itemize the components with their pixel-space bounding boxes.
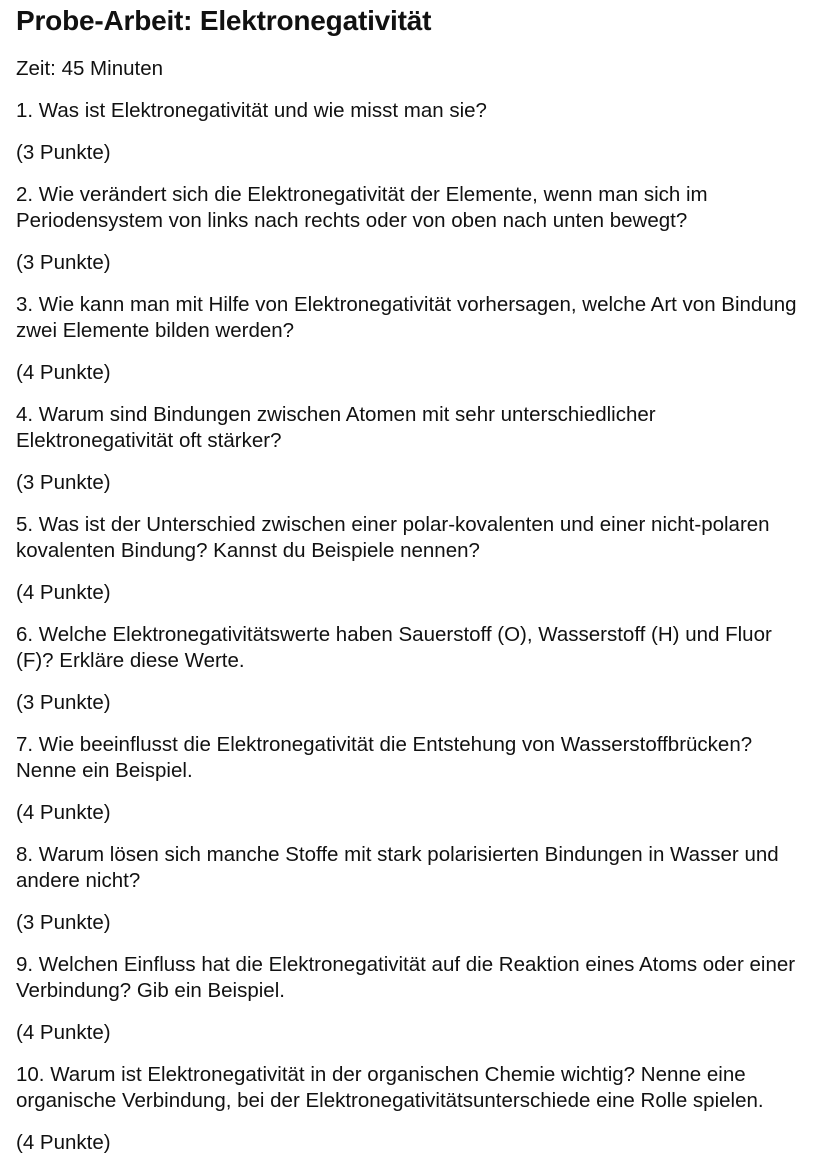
question-points: (4 Punkte) [16, 581, 111, 604]
question-7 [16, 732, 812, 826]
question-points: (3 Punkte) [16, 691, 111, 714]
question-text: 8. Warum lösen sich manche Stoffe mit stark polarisierten Bindungen in Wasser und andere nicht? [16, 843, 779, 892]
question-text: 6. Welche Elektronegativitätswerte haben Sauerstoff (O), Wasserstoff (H) und Fluor (F)? Erkläre diese Werte. [16, 623, 772, 672]
question-4 [16, 402, 812, 496]
question-9 [16, 952, 812, 1046]
question-5 [16, 512, 812, 606]
question-10 [16, 1062, 812, 1156]
question-list [16, 98, 812, 1156]
question-points: (3 Punkte) [16, 911, 111, 934]
question-points: (4 Punkte) [16, 801, 111, 824]
question-1 [16, 98, 812, 166]
question-text: 1. Was ist Elektronegativität und wie misst man sie? [16, 99, 487, 122]
page-title: Probe-Arbeit: Elektronegativität [16, 5, 432, 36]
question-points: (4 Punkte) [16, 1131, 111, 1154]
question-points: (3 Punkte) [16, 471, 111, 494]
question-points: (3 Punkte) [16, 251, 111, 274]
question-points: (4 Punkte) [16, 361, 111, 384]
question-8 [16, 842, 812, 936]
question-2 [16, 182, 812, 276]
question-text: 4. Warum sind Bindungen zwischen Atomen mit sehr unterschiedlicher Elektronegativität oft stärker? [16, 403, 656, 452]
question-6 [16, 622, 812, 716]
question-3 [16, 292, 812, 386]
question-text: 9. Welchen Einfluss hat die Elektronegativität auf die Reaktion eines Atoms oder einer Verbindung? Gib ein Beispiel. [16, 953, 796, 1002]
question-points: (3 Punkte) [16, 141, 111, 164]
question-points: (4 Punkte) [16, 1021, 111, 1044]
question-text: 5. Was ist der Unterschied zwischen einer polar-kovalenten und einer nicht-polaren kovalenten Bindung? Kannst du Beispiele nennen? [16, 513, 770, 562]
time-limit: Zeit: 45 Minuten [16, 57, 163, 80]
question-text: 10. Warum ist Elektronegativität in der organischen Chemie wichtig? Nenne eine organische Verbindung, bei der Elektronegativitätsunterschiede eine Rolle spielen. [16, 1063, 764, 1112]
question-text: 7. Wie beeinflusst die Elektronegativität die Entstehung von Wasserstoffbrücken? Nenne ein Beispiel. [16, 733, 753, 782]
question-text: 3. Wie kann man mit Hilfe von Elektronegativität vorhersagen, welche Art von Bindung zwei Elemente bilden werden? [16, 293, 797, 342]
question-text: 2. Wie verändert sich die Elektronegativität der Elemente, wenn man sich im Periodensystem von links nach rechts oder von oben nach unten bewegt? [16, 183, 708, 232]
